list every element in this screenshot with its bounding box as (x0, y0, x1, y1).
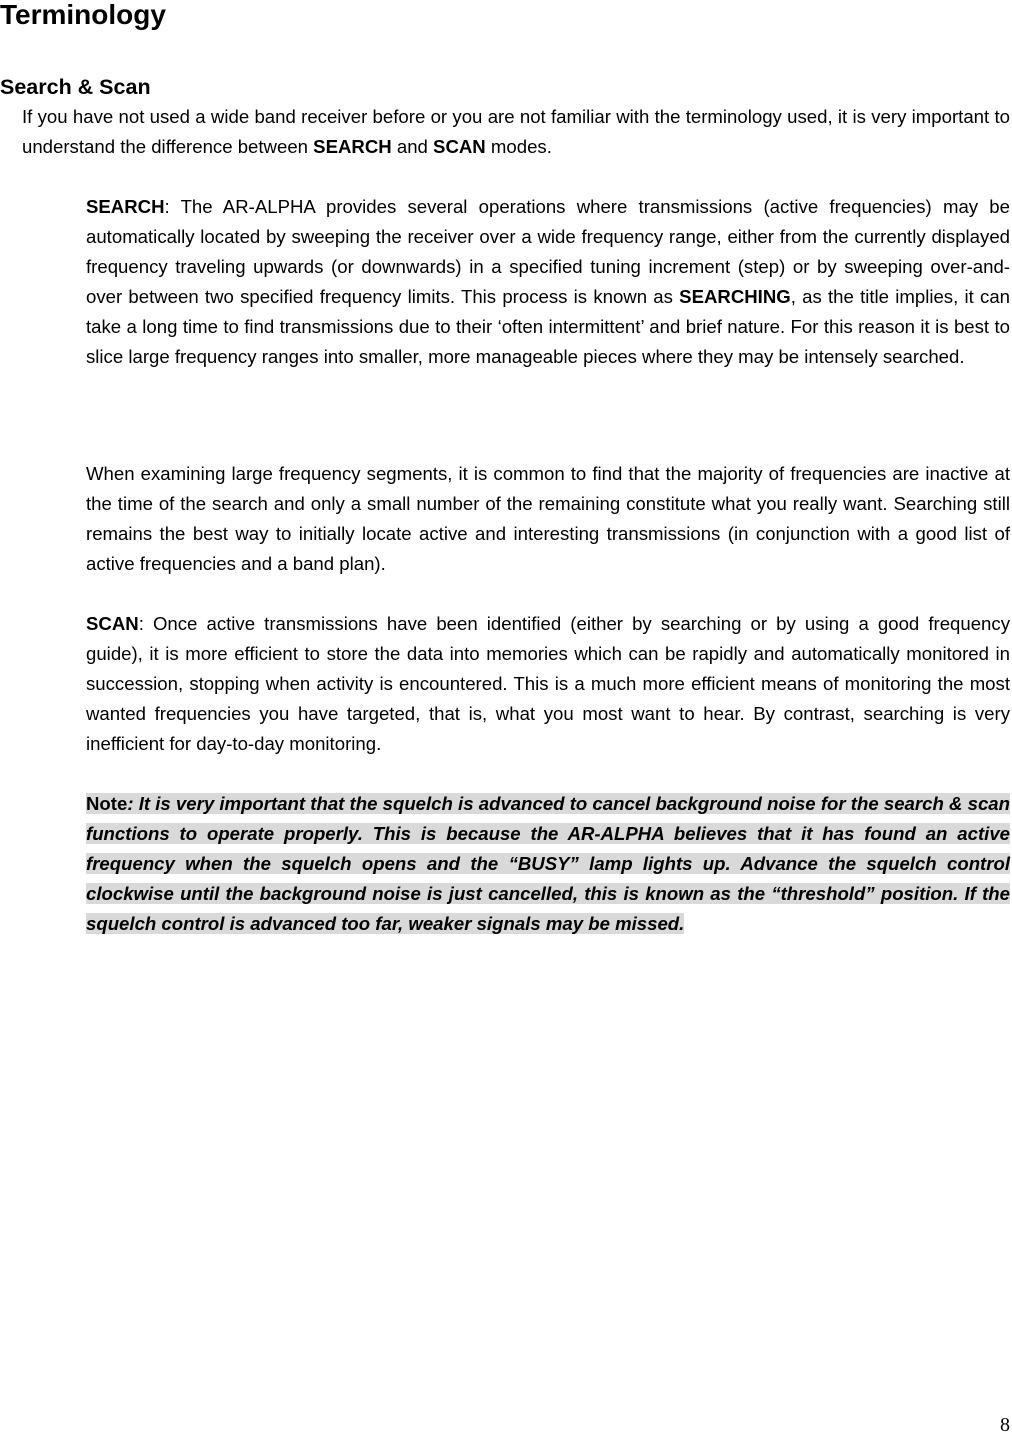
intro-scan-term: SCAN (433, 136, 486, 157)
section-heading: Search & Scan (0, 75, 151, 99)
note-label: Note (86, 793, 128, 814)
intro-text: modes. (485, 136, 552, 157)
search-term: SEARCH (86, 196, 165, 217)
page-number: 8 (1000, 1414, 1010, 1436)
search-text: : The AR-ALPHA provides several operations where transmissions (active frequencies) may be automatically located by sweeping the receiver over a wide frequency range, either from the currently displayed frequency traveling upwards (or downwards) in a specified tuning increment (step) or by sweeping over-and-over between two specified frequency limits. This process is known as (86, 196, 1010, 307)
scan-text: : Once active transmissions have been identified (either by searching or by using a good frequency guide), it is more efficient to store the data into memories which can be rapidly and automatically monitored in succession, stopping when activity is encountered. This is a much more efficient means of monitoring the most wanted frequencies you have targeted, that is, what you most want to hear. By contrast, searching is very inefficient for day-to-day monitoring. (86, 613, 1010, 754)
examine-paragraph: When examining large frequency segments, it is common to find that the majority of frequencies are inactive at the time of the search and only a small number of the remaining constitute what you really want. Searching still remains the best way to initially locate active and interesting transmissions (in conjunction with a good list of active frequencies and a band plan). (86, 463, 1010, 574)
scan-paragraph (86, 609, 1010, 759)
intro-text: and (391, 136, 434, 157)
page-title: Terminology (0, 0, 166, 30)
intro-text: If you have not used a wide band receiver before or you are not familiar with the terminology used, it is very important to understand the difference between (22, 106, 1010, 157)
intro-paragraph (22, 102, 1010, 162)
intro-search-term: SEARCH (313, 136, 392, 157)
note-text: : It is very important that the squelch is advanced to cancel background noise for the search & scan functions to operate properly. This is because the AR-ALPHA believes that it has found an active frequency when the squelch opens and the “BUSY” lamp lights up. Advance the squelch control clockwise until the background noise is just cancelled, this is known as the “threshold” position. If the squelch control is advanced too far, weaker signals may be missed. (86, 793, 1010, 934)
scan-term: SCAN (86, 613, 139, 634)
search-paragraph (86, 192, 1010, 372)
searching-term: SEARCHING (679, 286, 791, 307)
search-text: , as the title implies, it can take a long time to find transmissions due to their ‘often intermittent’ and brief nature. For this reason it is best to slice large frequency ranges into smaller, more manageable pieces where they may be intensely searched. (86, 286, 1010, 367)
note-paragraph (86, 789, 1010, 939)
